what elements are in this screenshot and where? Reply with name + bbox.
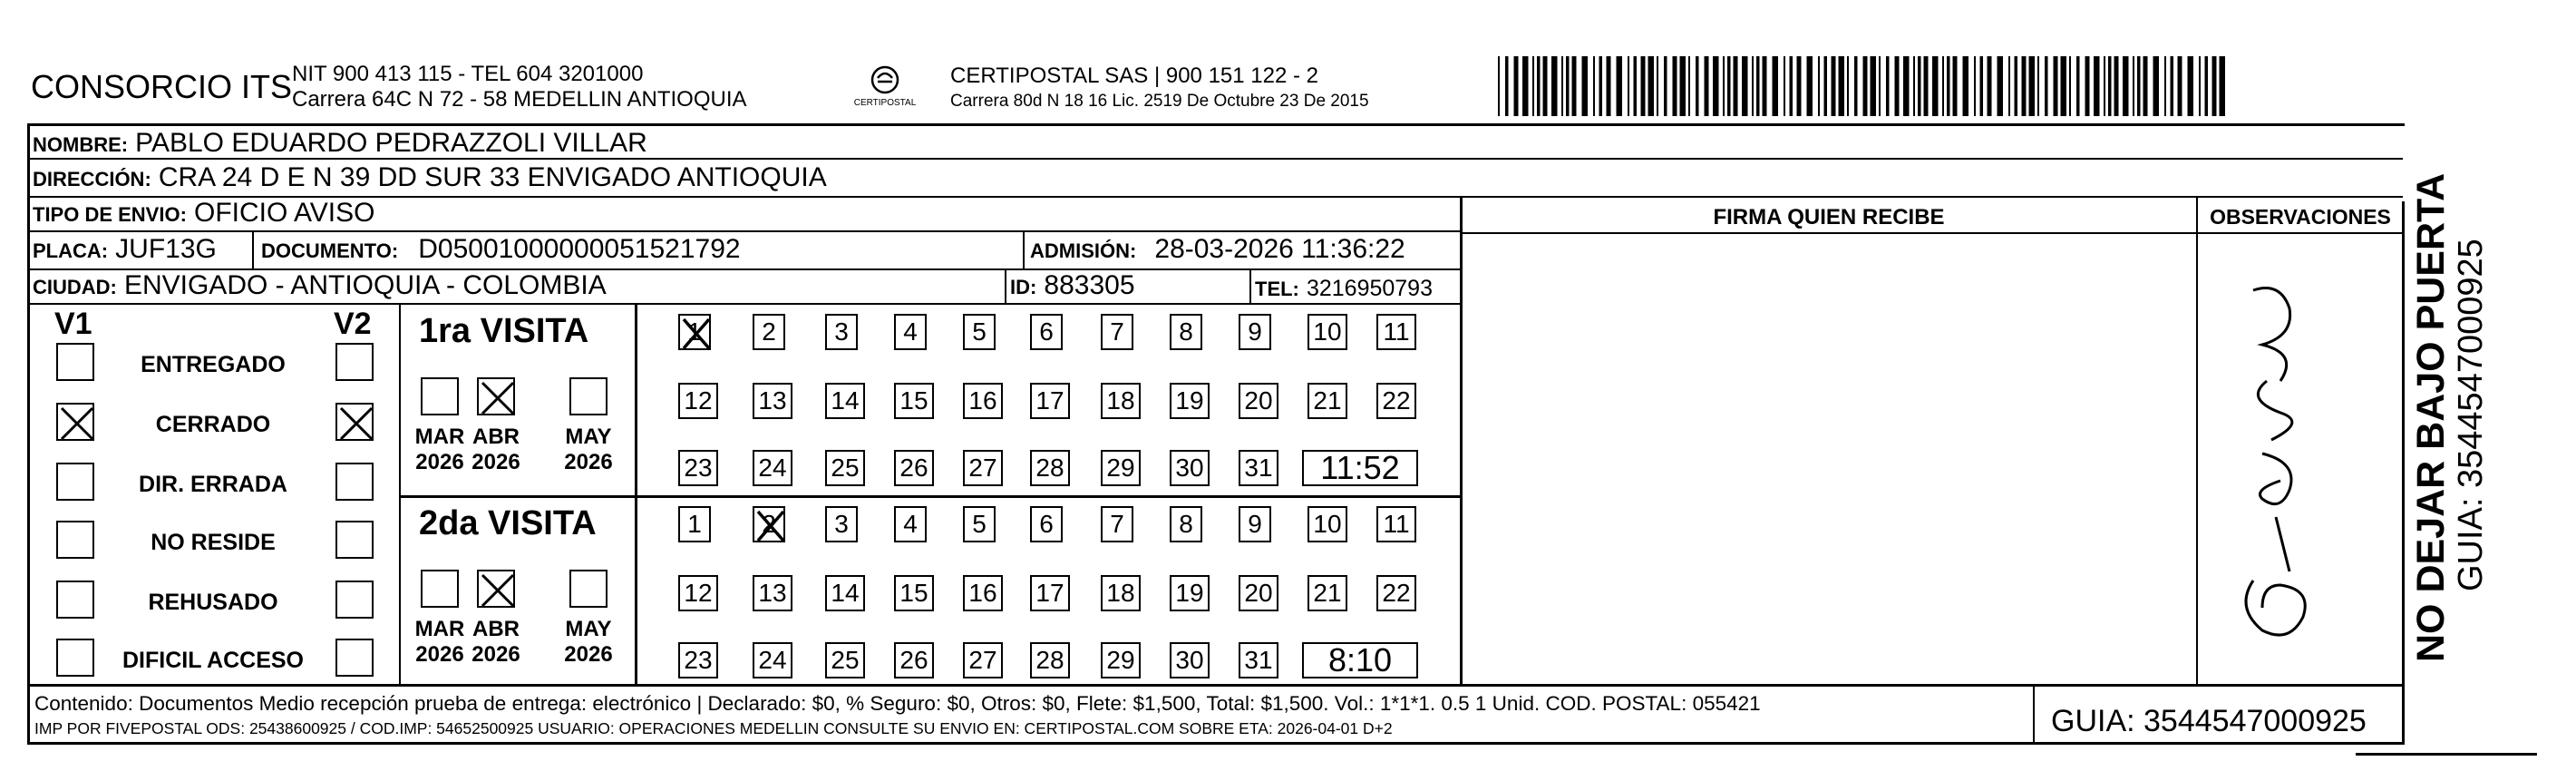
v2-checkbox[interactable]	[335, 639, 374, 677]
day-box[interactable]: 29	[1101, 642, 1141, 678]
day-box[interactable]: 14	[825, 383, 865, 419]
day-box[interactable]: 14	[825, 575, 865, 611]
admision-cell	[1030, 236, 1405, 263]
v1-checkbox[interactable]	[56, 639, 94, 677]
tel-value: 3216950793	[1306, 276, 1433, 301]
day-box[interactable]: 30	[1170, 642, 1210, 678]
day-box[interactable]: 4	[894, 314, 927, 350]
visit1-title: 1ra VISITA	[419, 312, 589, 350]
day-box[interactable]: 4	[894, 506, 927, 542]
day-box[interactable]: 15	[894, 575, 934, 611]
month-checkbox[interactable]	[477, 570, 515, 608]
status-option-label: CERRADO	[155, 412, 271, 437]
courier-name: CERTIPOSTAL SAS | 900 151 122 - 2	[950, 63, 1318, 88]
day-box[interactable]: 24	[753, 642, 792, 678]
visit-time: 8:10	[1302, 642, 1418, 678]
status-option-label: DIR. ERRADA	[139, 472, 287, 497]
tel-label: TEL:	[1255, 278, 1299, 300]
day-box[interactable]: 13	[753, 575, 792, 611]
month-label: MAR 2026	[414, 425, 465, 474]
day-box[interactable]: 25	[825, 450, 865, 486]
day-box[interactable]: 6	[1030, 506, 1063, 542]
day-box[interactable]: 19	[1170, 383, 1210, 419]
sender-company: CONSORCIO ITS	[31, 68, 293, 105]
day-box[interactable]: 16	[963, 575, 1003, 611]
month-label: MAY 2026	[564, 617, 613, 667]
day-box[interactable]: 22	[1376, 575, 1416, 611]
firma-header: FIRMA QUIEN RECIBE	[1713, 205, 1945, 229]
v1-checkbox[interactable]	[56, 521, 94, 559]
signature-area	[1463, 234, 2194, 684]
day-box[interactable]: 24	[753, 450, 792, 486]
day-box[interactable]: 28	[1030, 450, 1070, 486]
status-option-label: NO RESIDE	[151, 530, 276, 555]
month-checkbox[interactable]	[421, 570, 459, 608]
direccion-label: DIRECCIÓN:	[33, 168, 151, 190]
month-label: ABR 2026	[471, 617, 520, 667]
placa-value: JUF13G	[115, 234, 217, 264]
ciudad-value: ENVIGADO - ANTIOQUIA - COLOMBIA	[123, 270, 607, 300]
day-box[interactable]: 2	[753, 314, 785, 350]
id-value: 883305	[1044, 270, 1135, 300]
day-box[interactable]: 30	[1170, 450, 1210, 486]
placa-label: PLACA:	[33, 239, 109, 262]
day-box[interactable]: 15	[894, 383, 934, 419]
courier-address: Carrera 80d N 18 16 Lic. 2519 De Octubre 23 De 2015	[950, 92, 1369, 111]
ciudad-label: CIUDAD:	[33, 276, 117, 298]
day-box[interactable]: 7	[1101, 314, 1133, 350]
tipo-label: TIPO DE ENVIO:	[33, 203, 187, 226]
footer-guia: GUIA: 3544547000925	[2051, 704, 2367, 738]
admision-label: ADMISIÓN:	[1030, 239, 1137, 262]
day-box[interactable]: 12	[678, 575, 718, 611]
v2-label: V2	[334, 307, 372, 341]
day-box[interactable]: 22	[1376, 383, 1416, 419]
day-box[interactable]: 21	[1307, 383, 1347, 419]
v1-label: V1	[54, 307, 92, 341]
v2-checkbox[interactable]	[335, 403, 374, 441]
day-box[interactable]: 20	[1239, 575, 1278, 611]
month-label: ABR 2026	[471, 425, 520, 474]
day-box[interactable]: 8	[1170, 506, 1202, 542]
day-box[interactable]: 2	[753, 506, 785, 542]
day-box[interactable]: 11	[1376, 506, 1416, 542]
day-box[interactable]: 19	[1170, 575, 1210, 611]
nombre-label: NOMBRE:	[33, 133, 129, 156]
nombre-value: PABLO EDUARDO PEDRAZZOLI VILLAR	[135, 128, 647, 158]
sender-nit-tel: NIT 900 413 115 - TEL 604 3201000	[292, 62, 644, 86]
day-box[interactable]: 17	[1030, 383, 1070, 419]
day-box[interactable]: 3	[825, 314, 858, 350]
day-box[interactable]: 17	[1030, 575, 1070, 611]
day-box[interactable]: 13	[753, 383, 792, 419]
day-box[interactable]: 3	[825, 506, 858, 542]
day-box[interactable]: 10	[1307, 314, 1347, 350]
id-cell	[1010, 272, 1135, 299]
handwritten-observation	[2226, 272, 2335, 653]
day-box[interactable]: 20	[1239, 383, 1278, 419]
day-box[interactable]: 21	[1307, 575, 1347, 611]
day-box[interactable]: 18	[1101, 383, 1141, 419]
v2-checkbox[interactable]	[335, 343, 374, 381]
month-checkbox[interactable]	[421, 377, 459, 415]
month-label: MAR 2026	[414, 617, 465, 667]
day-box[interactable]: 18	[1101, 575, 1141, 611]
visit-time: 11:52	[1302, 450, 1418, 486]
day-box[interactable]: 25	[825, 642, 865, 678]
direccion-row	[33, 164, 827, 191]
admision-value: 28-03-2026 11:36:22	[1154, 234, 1405, 264]
day-box[interactable]: 31	[1239, 450, 1278, 486]
tel-cell	[1255, 275, 1433, 301]
v1-checkbox[interactable]	[56, 463, 94, 501]
day-box[interactable]: 7	[1101, 506, 1133, 542]
month-checkbox[interactable]	[477, 377, 515, 415]
v2-checkbox[interactable]	[335, 463, 374, 501]
svg-text:CERTIPOSTAL: CERTIPOSTAL	[853, 98, 917, 108]
v1-checkbox[interactable]	[56, 581, 94, 619]
day-box[interactable]: 27	[963, 642, 1003, 678]
day-box[interactable]: 9	[1239, 314, 1271, 350]
direccion-value: CRA 24 D E N 39 DD SUR 33 ENVIGADO ANTIOQUIA	[158, 162, 827, 192]
nombre-row	[33, 130, 647, 157]
day-box[interactable]: 12	[678, 383, 718, 419]
day-box[interactable]: 6	[1030, 314, 1063, 350]
day-box[interactable]: 9	[1239, 506, 1271, 542]
v2-checkbox[interactable]	[335, 581, 374, 619]
documento-label: DOCUMENTO:	[261, 239, 399, 262]
observaciones-header: OBSERVACIONES	[2210, 205, 2391, 229]
documento-value: D05001000000051521792	[418, 234, 741, 264]
month-label: MAY 2026	[564, 425, 613, 474]
v1-checkbox[interactable]	[56, 403, 94, 441]
no-dejar-bajo-puerta: NO DEJAR BAJO PUERTA	[2409, 172, 2453, 662]
month-checkbox[interactable]	[569, 570, 608, 608]
side-guia: GUIA: 3544547000925	[2452, 239, 2490, 591]
ciudad-cell	[33, 272, 607, 299]
day-box[interactable]: 26	[894, 642, 934, 678]
day-box[interactable]: 29	[1101, 450, 1141, 486]
sender-address: Carrera 64C N 72 - 58 MEDELLIN ANTIOQUIA	[292, 87, 747, 112]
day-box[interactable]: 1	[678, 506, 711, 542]
status-option-label: ENTREGADO	[141, 352, 286, 377]
day-box[interactable]: 5	[963, 506, 996, 542]
footer-contenido: Contenido: Documentos Medio recepción prueba de entrega: electrónico | Declarado: $0, % Seguro: $0, Otros: $0, Flete: $1,500, Total: $1,500. Vol.: 1*1*1. 0.5 1 Unid. COD. POSTAL: 055421	[34, 692, 1761, 715]
footer-imp: IMP POR FIVEPOSTAL ODS: 25438600925 / COD.IMP: 54652500925 USUARIO: OPERACIONES MEDELLIN CONSULTE SU ENVIO EN: CERTIPOSTAL.COM SOBRE ETA: 2026-04-01 D+2	[34, 719, 1393, 737]
day-box[interactable]: 8	[1170, 314, 1202, 350]
tipo-row	[33, 200, 374, 227]
month-checkbox[interactable]	[569, 377, 608, 415]
status-option-label: DIFICIL ACCESO	[122, 648, 304, 673]
v1-checkbox[interactable]	[56, 343, 94, 381]
visit2-title: 2da VISITA	[419, 504, 597, 542]
day-box[interactable]: 5	[963, 314, 996, 350]
id-label: ID:	[1010, 276, 1037, 298]
day-box[interactable]: 26	[894, 450, 934, 486]
day-box[interactable]: 27	[963, 450, 1003, 486]
documento-cell	[261, 236, 741, 263]
day-box[interactable]: 28	[1030, 642, 1070, 678]
day-box[interactable]: 10	[1307, 506, 1347, 542]
day-box[interactable]: 23	[678, 642, 718, 678]
day-box[interactable]: 23	[678, 450, 718, 486]
status-option-label: REHUSADO	[148, 590, 278, 615]
tipo-value: OFICIO AVISO	[193, 198, 375, 228]
certipostal-logo	[853, 62, 917, 109]
day-box[interactable]: 16	[963, 383, 1003, 419]
placa-cell	[33, 236, 217, 263]
day-box[interactable]: 31	[1239, 642, 1278, 678]
day-box[interactable]: 11	[1376, 314, 1416, 350]
v2-checkbox[interactable]	[335, 521, 374, 559]
barcode	[1498, 56, 2225, 116]
day-box[interactable]: 1	[678, 314, 711, 350]
